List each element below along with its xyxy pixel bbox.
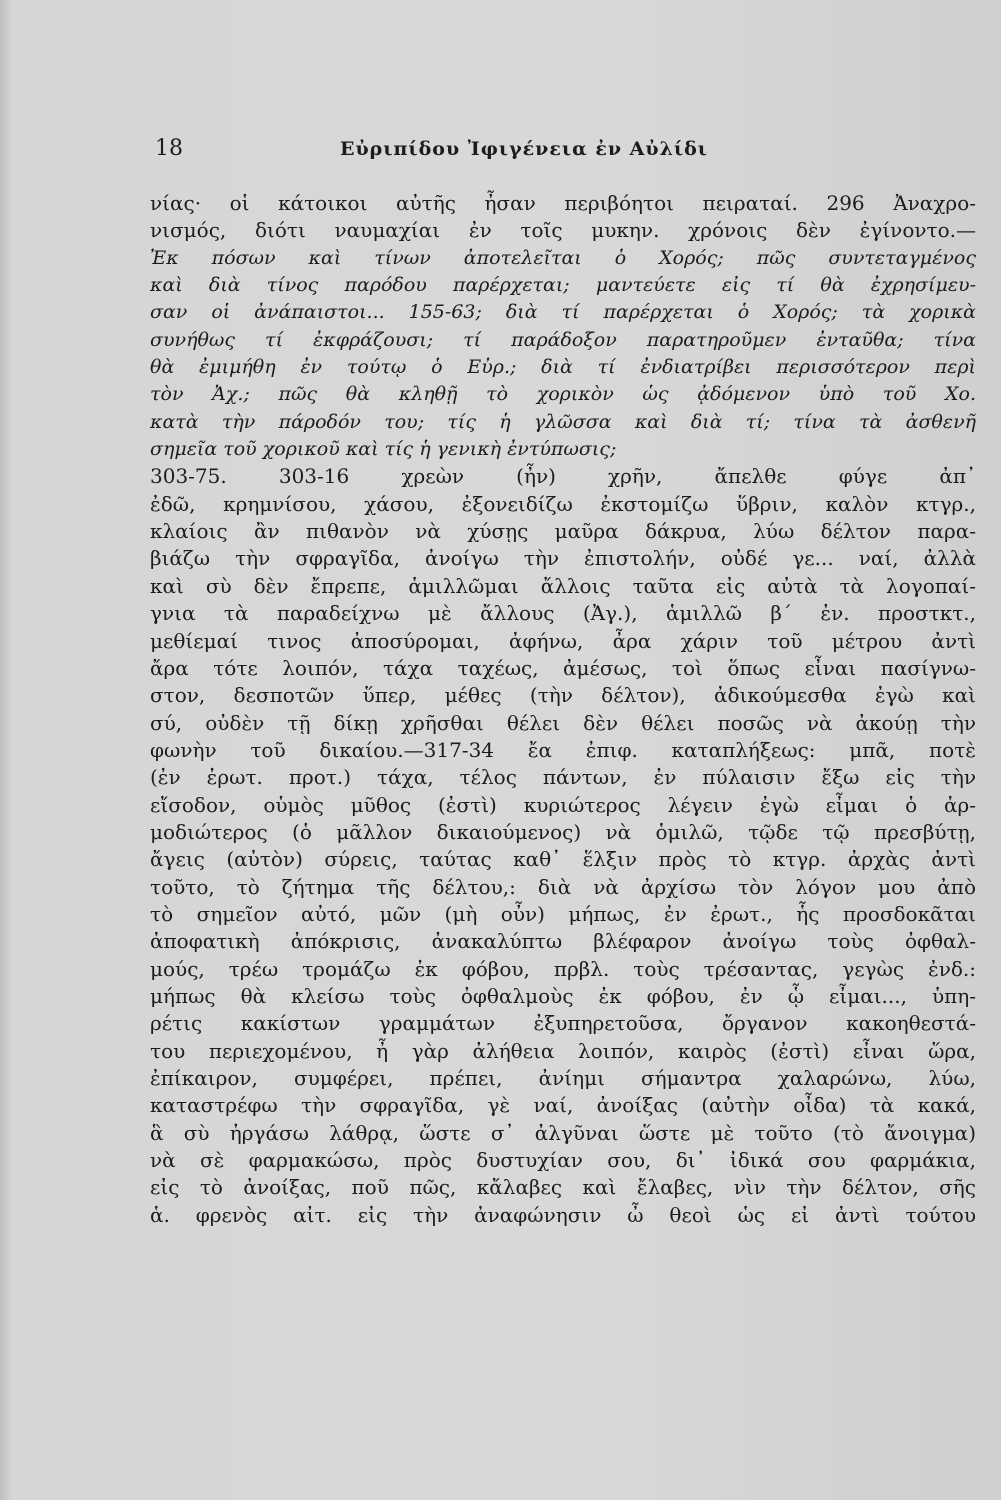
text-line: εἴσοδον, οὑμὸς μῦθος (ἐστὶ) κυριώτερος λέγειν ἐγὼ εἶμαι ὁ ἁρ- — [150, 792, 976, 817]
text-line: μεθίεμαί τινος ἀποσύρομαι, ἀφήνω, ἆρα χάριν τοῦ μέτρου ἀντὶ — [150, 628, 976, 653]
text-line: φωνὴν τοῦ δικαίου.—317-34 ἔα ἐπιφ. καταπλήξεως: μπᾶ, ποτὲ — [150, 737, 976, 762]
text-line: τοῦτο, τὸ ζήτημα τῆς δέλτου,: διὰ νὰ ἀρχίσω τὸν λόγον μου ἀπὸ — [150, 874, 976, 899]
text-line: ἐπίκαιρον, συμφέρει, πρέπει, ἀνίημι σήμαντρα χαλαρώνω, λύω, — [150, 1066, 976, 1090]
text-line: στον, δεσποτῶν ὕπερ, μέθες (τὴν δέλτον), ἀδικούμεσθα ἐγὼ καὶ — [150, 683, 976, 708]
text-line: Ἐκ πόσων καὶ τίνων ἀποτελεῖται ὁ Χορός; πῶς συντεταγμένος — [150, 246, 976, 269]
text-line: σημεῖα τοῦ χορικοῦ καὶ τίς ἡ γενικὴ ἐντύπωσις; — [150, 438, 617, 461]
text-line: ἃ σὺ ἠργάσω λάθρᾳ, ὥστε σ᾿ ἀλγῦναι ὥστε μὲ τοῦτο (τὸ ἄνοιγμα) — [150, 1120, 976, 1145]
text-line: ἄγεις (αὐτὸν) σύρεις, ταύτας καθ᾿ ἕλξιν πρὸς τὸ κτγρ. ἀρχὰς ἀντὶ — [150, 847, 976, 872]
text-line: μοδιώτερος (ὁ μᾶλλον δικαιούμενος) νὰ ὁμιλῶ, τῷδε τῷ πρεσβύτῃ, — [150, 819, 976, 844]
text-line: γνια τὰ παραδείχνω μὲ ἄλλους (Ἀγ.), ἁμιλλῶ β΄ ἐν. προστκτ., — [150, 601, 976, 626]
text-line: ἄρα τότε λοιπόν, τάχα ταχέως, ἀμέσως, τοὶ ὅπως εἶναι πασίγνω- — [150, 655, 976, 680]
text-line: εἰς τὸ ἀνοίξας, ποῦ πῶς, κἄλαβες καὶ ἔλαβες, νὶν τὴν δέλτον, σῆς — [150, 1175, 976, 1200]
running-title: Εὐριπίδου Ἰφιγένεια ἐν Αὐλίδι — [340, 138, 708, 160]
text-line: νὰ σὲ φαρμακώσω, πρὸς δυστυχίαν σου, δι᾿ ἰδικά σου φαρμάκια, — [150, 1148, 976, 1173]
text-line: (ἐν ἐρωτ. προτ.) τάχα, τέλος πάντων, ἐν πύλαισιν ἔξω εἰς τὴν — [150, 765, 976, 790]
page-number: 18 — [155, 136, 183, 161]
text-line: θὰ ἐμιμήθη ἐν τούτῳ ὁ Εὐρ.; διὰ τί ἐνδιατρίβει περισσότερον περὶ — [150, 356, 976, 379]
text-line: ἁ. φρενὸς αἰτ. εἰς τὴν ἀναφώνησιν ὦ θεοὶ ὡς εἰ ἀντὶ τούτου — [150, 1202, 976, 1227]
text-line: τὸ σημεῖον αὐτό, μῶν (μὴ οὖν) μήπως, ἐν ἐρωτ., ἧς προσδοκᾶται — [150, 901, 976, 926]
text-line: ἐδῶ, κρημνίσου, χάσου, ἐξονειδίζω ἐκστομίζω ὕβριν, καλὸν κτγρ., — [150, 491, 976, 516]
text-line: σαν οἱ ἀνάπαιστοι... 155-63; διὰ τί παρέρχεται ὁ Χορός; τὰ χορικὰ — [150, 301, 976, 324]
text-line: κατὰ τὴν πάροδόν του; τίς ἡ γλῶσσα καὶ διὰ τί; τίνα τὰ ἀσθενῆ — [150, 410, 976, 433]
text-line: ρέτις κακίστων γραμμάτων ἐξυπηρετοῦσα, ὄργανον κακοηθεστά- — [150, 1011, 976, 1036]
text-line: βιάζω τὴν σφραγῖδα, ἀνοίγω τὴν ἐπιστολήν, οὐδέ γε... ναί, ἀλλὰ — [150, 546, 976, 571]
body-text — [150, 190, 976, 1229]
text-line: νίας· οἱ κάτοικοι αὐτῆς ἦσαν περιβόητοι πειραταί. 296 Ἀναχρο- — [150, 191, 976, 215]
text-line: συνήθως τί ἐκφράζουσι; τί παράδοξον παρατηροῦμεν ἐνταῦθα; τίνα — [150, 328, 976, 351]
text-line: σύ, οὐδὲν τῇ δίκῃ χρῆσθαι θέλει δὲν θέλει ποσῶς νὰ ἀκούῃ τὴν — [150, 710, 976, 735]
text-line: μήπως θὰ κλείσω τοὺς ὀφθαλμοὺς ἐκ φόβου, ἐν ᾧ εἶμαι..., ὑπη- — [150, 983, 976, 1008]
text-line: ἀποφατικὴ ἀπόκρισις, ἀνακαλύπτω βλέφαρον ἀνοίγω τοὺς ὀφθαλ- — [150, 929, 976, 954]
text-line: μούς, τρέω τρομάζω ἐκ φόβου, πρβλ. τοὺς τρέσαντας, γεγὼς ἐνδ.: — [150, 956, 976, 981]
text-line: καὶ διὰ τίνος παρόδου παρέρχεται; μαντεύετε εἰς τί θὰ ἐχρησίμευ- — [150, 274, 976, 297]
text-line: καὶ σὺ δὲν ἔπρεπε, ἁμιλλῶμαι ἄλλοις ταῦτα εἰς αὐτὰ τὰ λογοπαί- — [150, 573, 976, 598]
text-line: 303-75. 303-16 χρεὼν (ἦν) χρῆν, ἄπελθε φύγε ἀπ᾿ — [150, 464, 976, 489]
text-line: καταστρέφω τὴν σφραγῖδα, γὲ ναί, ἀνοίξας (αὐτὴν οἶδα) τὰ κακά, — [150, 1093, 976, 1118]
text-line: κλαίοις ἂν πιθανὸν νὰ χύσῃς μαῦρα δάκρυα, λύω δέλτον παρα- — [150, 519, 976, 544]
text-line: νισμός, διότι ναυμαχίαι ἐν τοῖς μυκην. χρόνοις δὲν ἐγίνοντο.— — [150, 218, 976, 243]
text-line: του περιεχομένου, ἦ γὰρ ἀλήθεια λοιπόν, καιρὸς (ἐστὶ) εἶναι ὥρα, — [150, 1038, 976, 1063]
page-header — [150, 136, 970, 166]
text-line: τὸν Ἀχ.; πῶς θὰ κληθῇ τὸ χορικὸν ὡς ᾀδόμενον ὑπὸ τοῦ Χο. — [150, 383, 976, 406]
